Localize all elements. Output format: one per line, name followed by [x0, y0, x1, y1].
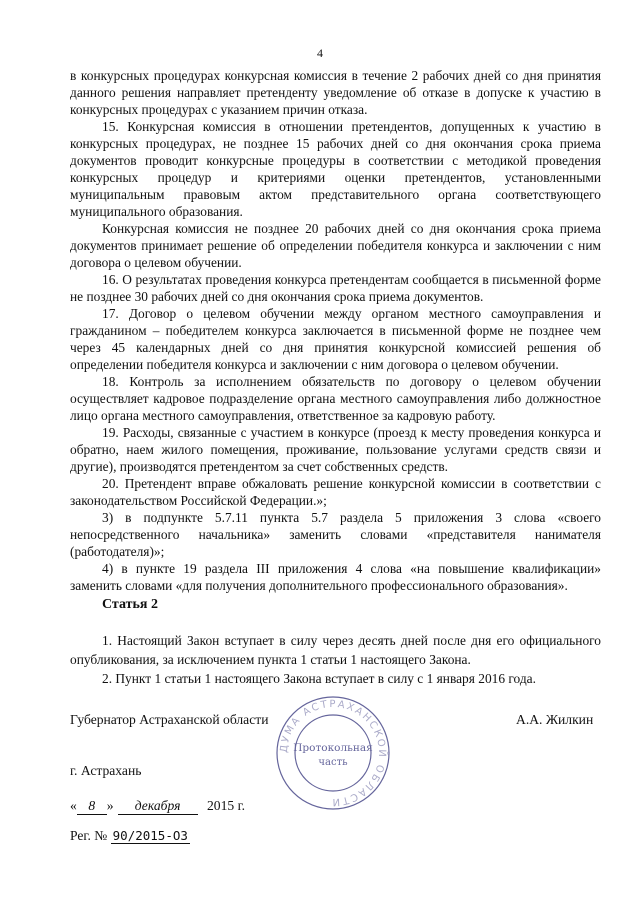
stamp-ring-text: ДУМА АСТРАХАНСКОЙ ОБЛАСТИ [278, 698, 388, 808]
paragraph-item-16: 16. О результатах проведения конкурса претендентам сообщается в письменной форме не позднее 30 рабочих дней со дня окончания срока приема документов. [70, 272, 601, 304]
date-day: 8 [77, 798, 107, 815]
page-number: 4 [317, 46, 323, 60]
registration-line [70, 828, 190, 844]
city: г. Астрахань [70, 763, 142, 778]
paragraph-subitem-3: 3) в подпункте 5.7.11 пункта 5.7 раздела 5 приложения 3 слова «своего непосредственного начальника» заменить словами «представителя нанимателя (работодателя)»; [70, 510, 601, 559]
article-item-2: 2. Пункт 1 статьи 1 настоящего Закона вступает в силу с 1 января 2016 года. [102, 671, 536, 686]
paragraph-item-15-continued: Конкурсная комиссия не позднее 20 рабочих дней со дня окончания срока приема документов принимает решение об определении победителя конкурса и заключении с ним договора о целевом обучении. [70, 221, 601, 270]
signatory-title: Губернатор Астраханской области [70, 712, 269, 727]
date-open-quote: « [70, 798, 77, 813]
signing-date [70, 798, 245, 815]
paragraph-item-15: 15. Конкурсная комиссия в отношении претендентов, допущенных к участию в конкурсных процедурах, не позднее 15 рабочих дней со дня окончания срока приема документов проводит конкурсные процедуры в соответствии с методикой проведения конкурсных процедур и критериями оценки претендентов, установленными муниципальным правовым актом представительного органа соответствующего муниципального образования. [70, 119, 601, 219]
paragraph-item-17: 17. Договор о целевом обучении между органом местного самоуправления и гражданином – победителем конкурса заключается в письменной форме не позднее чем через 45 календарных дней со дня принятия конкурсной комиссией решения об определении победителя конкурса и заключении с ним договора о целевом обучении. [70, 306, 601, 372]
paragraph-continuation: в конкурсных процедурах конкурсная комиссия в течение 2 рабочих дней со дня принятия данного решения направляет претенденту уведомление об отказе в допуске к участию в конкурсных процедурах с указанием причин отказа. [70, 68, 601, 117]
stamp-center-line-1: Протокольная [293, 742, 373, 754]
article-item-1: 1. Настоящий Закон вступает в силу через десять дней после дня его официального опубликования, за исключением пункта 1 статьи 1 настоящего Закона. [70, 633, 601, 667]
registration-label: Рег. № [70, 828, 108, 843]
paragraph-subitem-4: 4) в пункте 19 раздела III приложения 4 слова «на повышение квалификации» заменить словами «для получения дополнительного профессионального образования». [70, 561, 601, 593]
date-close-quote: » [106, 798, 114, 813]
stamp-center-line-2: часть [318, 757, 348, 768]
official-stamp [273, 693, 393, 813]
date-month: декабря [118, 798, 198, 815]
article-2-text [70, 631, 601, 688]
signatory-name: А.А. Жилкин [516, 712, 594, 727]
stamp-seal-icon [273, 693, 393, 813]
paragraph-item-19: 19. Расходы, связанные с участием в конкурсе (проезд к месту проведения конкурса и обратно, наем жилого помещения, проживание, пользование услугами средств связи и другие), производятся претендентом за счет собственных средств. [70, 425, 601, 474]
registration-number: 90/2015-ОЗ [112, 828, 188, 843]
law-body-text [70, 67, 601, 594]
paragraph-item-20: 20. Претендент вправе обжаловать решение конкурсной комиссии в соответствии с законодательством Российской Федерации.»; [70, 476, 601, 508]
article-heading: Статья 2 [102, 597, 158, 612]
paragraph-item-18: 18. Контроль за исполнением обязательств по договору о целевом обучении осуществляет кадровое подразделение органа местного самоуправления либо должностное лицо органа местного самоуправления, ответственное за кадровую работу. [70, 374, 601, 423]
date-year: 2015 г. [207, 798, 246, 813]
